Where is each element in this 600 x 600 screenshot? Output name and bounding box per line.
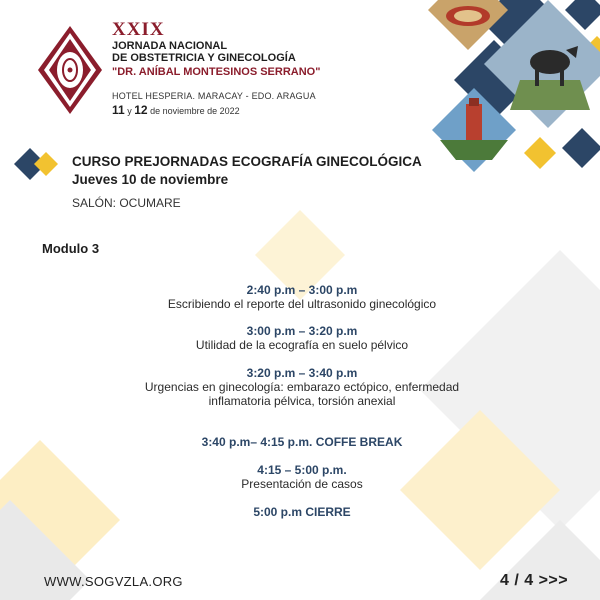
schedule-desc: Escribiendo el reporte del ultrasonido ginecológico <box>167 297 437 311</box>
page-indicator: 4 / 4 >>> <box>500 572 569 589</box>
event-title-line2: DE OBSTETRICIA Y GINECOLOGÍA <box>112 52 296 64</box>
course-room: SALÓN: OCUMARE <box>72 196 181 210</box>
event-title-line1: JORNADA NACIONAL <box>112 40 228 52</box>
website-link[interactable]: WWW.SOGVZLA.ORG <box>44 574 183 589</box>
schedule-item <box>60 505 544 519</box>
bg-diamond-gold-r2 <box>524 137 556 169</box>
schedule-item <box>60 283 544 311</box>
event-dates: 11 y 12 de noviembre de 2022 <box>112 103 240 117</box>
bg-diamond-navy-right <box>562 128 600 168</box>
schedule-desc: inflamatoria pélvica, torsión anexial <box>208 394 396 408</box>
schedule-desc: Utilidad de la ecografía en suelo pélvico <box>195 338 409 352</box>
schedule-time: 2:40 p.m – 3:00 p.m <box>246 283 358 297</box>
module-title: Modulo 3 <box>42 241 100 256</box>
course-title: CURSO PREJORNADAS ECOGRAFÍA GINECOLÓGICA <box>72 154 422 169</box>
schedule-time: 3:40 p.m– 4:15 p.m. COFFE BREAK <box>201 435 403 449</box>
schedule-desc: Presentación de casos <box>241 477 363 491</box>
event-honoree: "DR. ANÍBAL MONTESINOS SERRANO" <box>112 66 321 78</box>
schedule-item <box>60 463 544 491</box>
sogv-logo <box>36 24 104 116</box>
schedule-item <box>60 324 544 352</box>
schedule-desc: Urgencias en ginecología: embarazo ectópico, enfermedad <box>144 380 460 394</box>
schedule-time: 3:20 p.m – 3:40 p.m <box>246 366 358 380</box>
schedule-item <box>60 435 544 449</box>
schedule-time: 3:00 p.m – 3:20 p.m <box>246 324 358 338</box>
event-header <box>112 20 342 117</box>
edition-number: XXIX <box>112 19 165 40</box>
schedule-item <box>60 366 544 408</box>
event-venue: HOTEL HESPERIA. MARACAY - EDO. ARAGUA <box>112 91 316 101</box>
schedule-time: 5:00 p.m CIERRE <box>253 505 351 519</box>
schedule-time: 4:15 – 5:00 p.m. <box>257 463 347 477</box>
course-day: Jueves 10 de noviembre <box>72 172 229 187</box>
